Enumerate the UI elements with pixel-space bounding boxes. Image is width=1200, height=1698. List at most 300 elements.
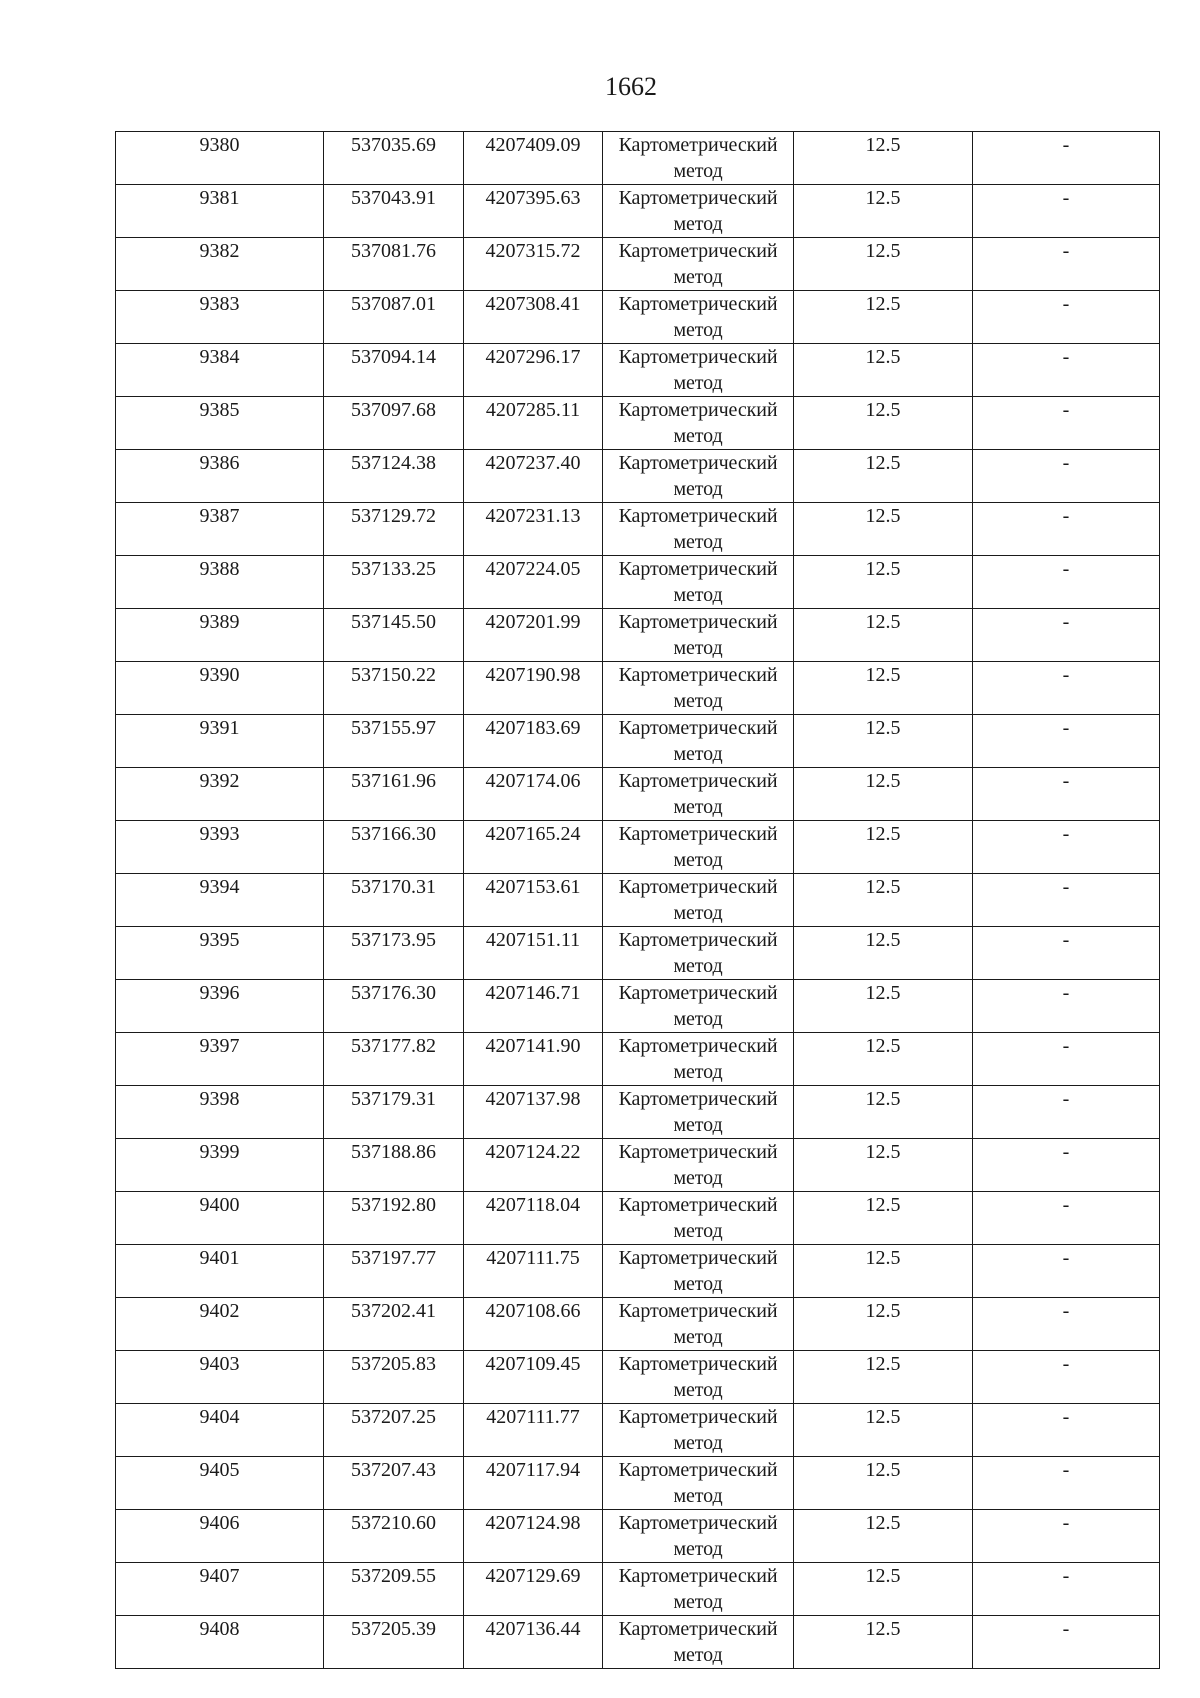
y-coordinate-text: 4207190.98 [485,664,581,686]
accuracy-cell [794,1563,973,1616]
method-text: Картометрический метод [618,1088,778,1136]
y-coordinate-cell [464,238,603,291]
accuracy-text: 12.5 [865,134,901,156]
note-text: - [1062,1565,1070,1587]
accuracy-cell [794,609,973,662]
accuracy-text: 12.5 [865,187,901,209]
accuracy-cell [794,1139,973,1192]
x-coordinate-cell [324,874,464,927]
note-cell [973,397,1160,450]
x-coordinate-cell [324,450,464,503]
table-row [116,1616,1160,1669]
method-cell [603,344,794,397]
y-coordinate-cell [464,1192,603,1245]
x-coordinate-cell [324,185,464,238]
x-coordinate-cell [324,397,464,450]
method-cell [603,397,794,450]
y-coordinate-cell [464,185,603,238]
table-row [116,609,1160,662]
x-coordinate-cell [324,821,464,874]
note-text: - [1062,187,1070,209]
y-coordinate-text: 4207315.72 [485,240,581,262]
method-cell [603,1404,794,1457]
note-text: - [1062,770,1070,792]
method-cell [603,1616,794,1669]
note-text: - [1062,134,1070,156]
note-text: - [1062,1353,1070,1375]
accuracy-text: 12.5 [865,452,901,474]
method-cell [603,1245,794,1298]
point-number-cell [116,768,324,821]
x-coordinate-cell [324,1245,464,1298]
point-number-text: 9380 [199,134,240,156]
note-cell [973,185,1160,238]
accuracy-cell [794,715,973,768]
y-coordinate-cell [464,503,603,556]
point-number-text: 9384 [199,346,240,368]
method-text: Картометрический метод [618,876,778,924]
point-number-text: 9405 [199,1459,240,1481]
method-cell [603,503,794,556]
table-row [116,1033,1160,1086]
accuracy-text: 12.5 [865,293,901,315]
x-coordinate-text: 537124.38 [351,452,436,474]
table-row [116,1510,1160,1563]
point-number-cell [116,1510,324,1563]
method-cell [603,768,794,821]
x-coordinate-cell [324,980,464,1033]
method-cell [603,1033,794,1086]
table-row [116,874,1160,927]
table-row [116,1192,1160,1245]
note-text: - [1062,452,1070,474]
note-text: - [1062,1194,1070,1216]
note-text: - [1062,240,1070,262]
point-number-text: 9406 [199,1512,240,1534]
accuracy-text: 12.5 [865,399,901,421]
table-row [116,132,1160,185]
point-number-cell [116,609,324,662]
x-coordinate-cell [324,1510,464,1563]
accuracy-cell [794,1404,973,1457]
accuracy-text: 12.5 [865,1459,901,1481]
table-row [116,980,1160,1033]
table-row [116,1139,1160,1192]
table-row [116,1351,1160,1404]
table-row [116,238,1160,291]
method-text: Картометрический метод [618,134,778,182]
method-cell [603,1192,794,1245]
table-row [116,927,1160,980]
point-number-text: 9389 [199,611,240,633]
accuracy-text: 12.5 [865,1512,901,1534]
note-text: - [1062,1035,1070,1057]
point-number-text: 9388 [199,558,240,580]
x-coordinate-cell [324,715,464,768]
x-coordinate-cell [324,1033,464,1086]
x-coordinate-text: 537209.55 [351,1565,436,1587]
point-number-text: 9407 [199,1565,240,1587]
note-text: - [1062,558,1070,580]
table-row [116,344,1160,397]
method-cell [603,556,794,609]
y-coordinate-cell [464,715,603,768]
point-number-cell [116,185,324,238]
note-cell [973,768,1160,821]
point-number-cell [116,238,324,291]
method-text: Картометрический метод [618,1353,778,1401]
method-text: Картометрический метод [618,717,778,765]
point-number-cell [116,291,324,344]
method-cell [603,1298,794,1351]
table-row [116,556,1160,609]
x-coordinate-cell [324,1351,464,1404]
point-number-text: 9385 [199,399,240,421]
accuracy-text: 12.5 [865,1618,901,1640]
method-cell [603,1086,794,1139]
x-coordinate-text: 537205.39 [351,1618,436,1640]
x-coordinate-text: 537192.80 [351,1194,436,1216]
y-coordinate-cell [464,609,603,662]
note-text: - [1062,1088,1070,1110]
accuracy-text: 12.5 [865,611,901,633]
y-coordinate-text: 4207146.71 [485,982,581,1004]
accuracy-text: 12.5 [865,982,901,1004]
note-cell [973,1351,1160,1404]
point-number-cell [116,1086,324,1139]
point-number-text: 9382 [199,240,240,262]
y-coordinate-text: 4207111.77 [486,1406,580,1428]
method-text: Картометрический метод [618,1459,778,1507]
accuracy-cell [794,874,973,927]
method-cell [603,927,794,980]
y-coordinate-text: 4207109.45 [485,1353,581,1375]
x-coordinate-text: 537170.31 [351,876,436,898]
note-cell [973,1086,1160,1139]
method-cell [603,715,794,768]
x-coordinate-cell [324,238,464,291]
table-row [116,503,1160,556]
note-cell [973,1404,1160,1457]
point-number-text: 9408 [199,1618,240,1640]
accuracy-cell [794,132,973,185]
accuracy-text: 12.5 [865,1406,901,1428]
method-cell [603,238,794,291]
point-number-text: 9397 [199,1035,240,1057]
note-text: - [1062,929,1070,951]
method-text: Картометрический метод [618,823,778,871]
x-coordinate-text: 537207.25 [351,1406,436,1428]
note-text: - [1062,505,1070,527]
method-text: Картометрический метод [618,1035,778,1083]
x-coordinate-cell [324,1404,464,1457]
x-coordinate-text: 537177.82 [351,1035,436,1057]
method-cell [603,1139,794,1192]
x-coordinate-text: 537145.50 [351,611,436,633]
y-coordinate-cell [464,927,603,980]
note-cell [973,874,1160,927]
y-coordinate-cell [464,1086,603,1139]
y-coordinate-text: 4207165.24 [485,823,581,845]
y-coordinate-text: 4207153.61 [485,876,581,898]
note-text: - [1062,1618,1070,1640]
table-row [116,1086,1160,1139]
y-coordinate-cell [464,450,603,503]
method-text: Картометрический метод [618,1141,778,1189]
accuracy-cell [794,185,973,238]
x-coordinate-text: 537097.68 [351,399,436,421]
accuracy-text: 12.5 [865,1353,901,1375]
y-coordinate-text: 4207237.40 [485,452,581,474]
y-coordinate-text: 4207111.75 [486,1247,580,1269]
accuracy-cell [794,927,973,980]
point-number-text: 9403 [199,1353,240,1375]
x-coordinate-text: 537197.77 [351,1247,436,1269]
y-coordinate-cell [464,1616,603,1669]
point-number-cell [116,1616,324,1669]
note-cell [973,715,1160,768]
point-number-text: 9398 [199,1088,240,1110]
y-coordinate-cell [464,397,603,450]
table-row [116,1245,1160,1298]
note-cell [973,662,1160,715]
method-cell [603,821,794,874]
method-cell [603,609,794,662]
accuracy-text: 12.5 [865,1141,901,1163]
note-text: - [1062,1512,1070,1534]
note-cell [973,1616,1160,1669]
note-cell [973,450,1160,503]
y-coordinate-cell [464,874,603,927]
point-number-cell [116,1404,324,1457]
x-coordinate-text: 537155.97 [351,717,436,739]
accuracy-cell [794,291,973,344]
method-cell [603,980,794,1033]
method-cell [603,291,794,344]
x-coordinate-text: 537166.30 [351,823,436,845]
x-coordinate-cell [324,503,464,556]
y-coordinate-cell [464,1298,603,1351]
note-cell [973,291,1160,344]
accuracy-text: 12.5 [865,1565,901,1587]
method-text: Картометрический метод [618,187,778,235]
x-coordinate-text: 537035.69 [351,134,436,156]
point-number-text: 9391 [199,717,240,739]
table-row [116,1563,1160,1616]
y-coordinate-cell [464,1033,603,1086]
method-text: Картометрический метод [618,1512,778,1560]
note-cell [973,927,1160,980]
method-text: Картометрический метод [618,1406,778,1454]
point-number-cell [116,1245,324,1298]
method-text: Картометрический метод [618,293,778,341]
accuracy-cell [794,556,973,609]
note-text: - [1062,1247,1070,1269]
point-number-text: 9400 [199,1194,240,1216]
point-number-cell [116,874,324,927]
accuracy-cell [794,503,973,556]
note-cell [973,1298,1160,1351]
accuracy-text: 12.5 [865,1194,901,1216]
y-coordinate-text: 4207124.98 [485,1512,581,1534]
method-cell [603,132,794,185]
point-number-text: 9392 [199,770,240,792]
note-cell [973,238,1160,291]
method-cell [603,662,794,715]
note-text: - [1062,1300,1070,1322]
x-coordinate-cell [324,768,464,821]
point-number-cell [116,556,324,609]
accuracy-text: 12.5 [865,558,901,580]
method-cell [603,1510,794,1563]
y-coordinate-text: 4207118.04 [485,1194,581,1216]
method-text: Картометрический метод [618,505,778,553]
method-text: Картометрический метод [618,664,778,712]
note-text: - [1062,1141,1070,1163]
x-coordinate-text: 537188.86 [351,1141,436,1163]
note-text: - [1062,823,1070,845]
y-coordinate-cell [464,980,603,1033]
accuracy-text: 12.5 [865,876,901,898]
accuracy-text: 12.5 [865,1300,901,1322]
method-cell [603,1457,794,1510]
point-number-text: 9404 [199,1406,240,1428]
x-coordinate-text: 537205.83 [351,1353,436,1375]
method-text: Картометрический метод [618,770,778,818]
note-cell [973,1192,1160,1245]
point-number-cell [116,132,324,185]
y-coordinate-cell [464,1351,603,1404]
y-coordinate-text: 4207395.63 [485,187,581,209]
y-coordinate-text: 4207183.69 [485,717,581,739]
note-text: - [1062,399,1070,421]
x-coordinate-cell [324,1086,464,1139]
accuracy-cell [794,980,973,1033]
y-coordinate-cell [464,1563,603,1616]
point-number-cell [116,821,324,874]
y-coordinate-cell [464,132,603,185]
point-number-cell [116,715,324,768]
accuracy-cell [794,1457,973,1510]
point-number-cell [116,1457,324,1510]
accuracy-text: 12.5 [865,1035,901,1057]
table-row [116,768,1160,821]
accuracy-cell [794,1351,973,1404]
method-text: Картометрический метод [618,982,778,1030]
y-coordinate-text: 4207174.06 [485,770,581,792]
y-coordinate-text: 4207224.05 [485,558,581,580]
note-text: - [1062,717,1070,739]
method-text: Картометрический метод [618,240,778,288]
note-cell [973,609,1160,662]
accuracy-cell [794,821,973,874]
note-cell [973,344,1160,397]
note-text: - [1062,982,1070,1004]
point-number-cell [116,927,324,980]
method-cell [603,450,794,503]
x-coordinate-cell [324,1616,464,1669]
point-number-text: 9395 [199,929,240,951]
point-number-cell [116,1192,324,1245]
accuracy-text: 12.5 [865,929,901,951]
x-coordinate-text: 537202.41 [351,1300,436,1322]
note-text: - [1062,346,1070,368]
accuracy-cell [794,1510,973,1563]
y-coordinate-cell [464,821,603,874]
table-row [116,662,1160,715]
note-text: - [1062,293,1070,315]
accuracy-cell [794,344,973,397]
point-number-text: 9393 [199,823,240,845]
note-cell [973,1139,1160,1192]
accuracy-cell [794,1192,973,1245]
point-number-cell [116,344,324,397]
point-number-cell [116,397,324,450]
method-text: Картометрический метод [618,1565,778,1613]
method-cell [603,1563,794,1616]
point-number-cell [116,1351,324,1404]
x-coordinate-cell [324,1563,464,1616]
x-coordinate-cell [324,1139,464,1192]
note-cell [973,1510,1160,1563]
y-coordinate-text: 4207117.94 [485,1459,581,1481]
accuracy-text: 12.5 [865,664,901,686]
table-row [116,1298,1160,1351]
y-coordinate-text: 4207137.98 [485,1088,581,1110]
method-text: Картометрический метод [618,452,778,500]
method-cell [603,185,794,238]
y-coordinate-text: 4207108.66 [485,1300,581,1322]
note-cell [973,821,1160,874]
accuracy-cell [794,1616,973,1669]
y-coordinate-text: 4207141.90 [485,1035,581,1057]
note-cell [973,1245,1160,1298]
y-coordinate-text: 4207201.99 [485,611,581,633]
accuracy-cell [794,238,973,291]
accuracy-cell [794,1033,973,1086]
accuracy-cell [794,662,973,715]
method-text: Картометрический метод [618,929,778,977]
x-coordinate-cell [324,609,464,662]
y-coordinate-text: 4207308.41 [485,293,581,315]
method-text: Картометрический метод [618,1618,778,1666]
y-coordinate-text: 4207124.22 [485,1141,581,1163]
y-coordinate-text: 4207231.13 [485,505,581,527]
point-number-text: 9401 [199,1247,240,1269]
table-row [116,715,1160,768]
table-row [116,450,1160,503]
note-text: - [1062,876,1070,898]
accuracy-cell [794,1245,973,1298]
table-row [116,821,1160,874]
x-coordinate-cell [324,291,464,344]
accuracy-text: 12.5 [865,1088,901,1110]
coordinates-table-body [116,132,1160,1669]
y-coordinate-cell [464,1245,603,1298]
x-coordinate-cell [324,1192,464,1245]
page-number: 1662 [605,72,657,101]
method-text: Картометрический метод [618,1194,778,1242]
x-coordinate-text: 537179.31 [351,1088,436,1110]
note-cell [973,980,1160,1033]
note-text: - [1062,1459,1070,1481]
point-number-text: 9402 [199,1300,240,1322]
note-text: - [1062,664,1070,686]
y-coordinate-text: 4207285.11 [485,399,581,421]
x-coordinate-cell [324,556,464,609]
note-cell [973,1033,1160,1086]
method-text: Картометрический метод [618,1247,778,1295]
